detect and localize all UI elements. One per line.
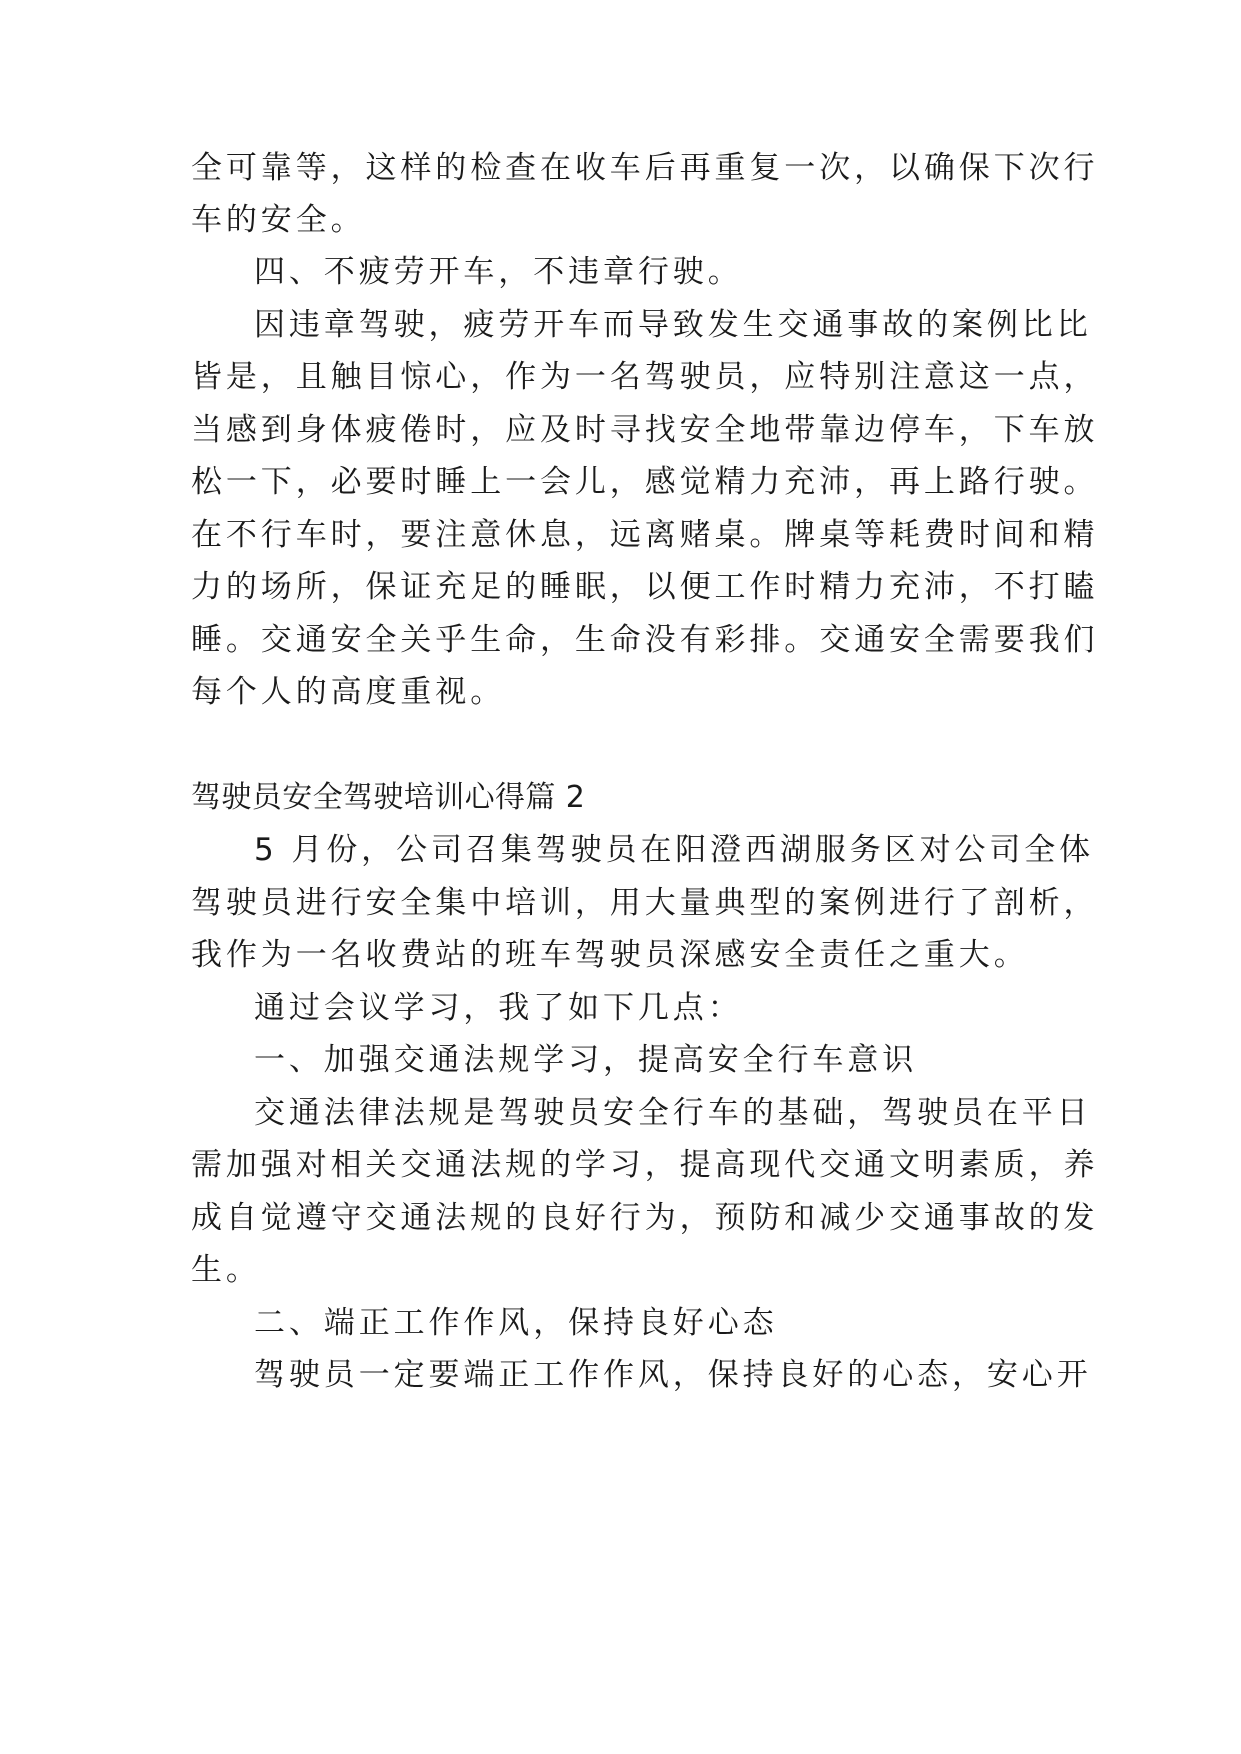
article-title: 驾驶员安全驾驶培训心得篇 2 [191, 780, 586, 815]
text-line: 因违章驾驶，疲劳开车而导致发生交通事故的案例比比 [254, 307, 1092, 343]
text-line: 5 月份，公司召集驾驶员在阳澄西湖服务区对公司全体 [254, 832, 1095, 868]
section-heading-1: 一、加强交通法规学习，提高安全行车意识 [254, 1042, 918, 1078]
text-line: 睡。交通安全关乎生命，生命没有彩排。交通安全需要我们 [191, 622, 1099, 658]
text-line: 成自觉遵守交通法规的良好行为，预防和减少交通事故的发 [191, 1200, 1099, 1236]
text-line: 驾驶员一定要端正工作作风，保持良好的心态，安心开 [254, 1357, 1092, 1393]
section-heading-2: 二、端正工作作风，保持良好心态 [254, 1305, 778, 1341]
text-line: 力的场所，保证充足的睡眠，以便工作时精力充沛，不打瞌 [191, 569, 1099, 605]
text-line: 每个人的高度重视。 [191, 674, 506, 710]
text-line: 松一下，必要时睡上一会儿，感觉精力充沛，再上路行驶。 [191, 464, 1099, 500]
text-line: 我作为一名收费站的班车驾驶员深感安全责任之重大。 [191, 937, 1029, 973]
text-line: 在不行车时，要注意休息，远离赌桌。牌桌等耗费时间和精 [191, 517, 1099, 553]
text-line: 当感到身体疲倦时，应及时寻找安全地带靠边停车，下车放 [191, 412, 1099, 448]
text-line: 驾驶员进行安全集中培训，用大量典型的案例进行了剖析， [191, 885, 1099, 921]
text-line: 交通法律法规是驾驶员安全行车的基础，驾驶员在平日 [254, 1095, 1092, 1131]
text-line: 需加强对相关交通法规的学习，提高现代交通文明素质，养 [191, 1147, 1099, 1183]
text-line: 皆是，且触目惊心，作为一名驾驶员，应特别注意这一点， [191, 359, 1099, 395]
text-line: 生。 [191, 1252, 261, 1288]
text-line: 全可靠等，这样的检查在收车后再重复一次，以确保下次行 [191, 150, 1099, 186]
text-line: 通过会议学习，我了如下几点： [254, 990, 743, 1026]
section-heading-4: 四、不疲劳开车，不违章行驶。 [254, 254, 743, 290]
text-line: 车的安全。 [191, 202, 366, 238]
